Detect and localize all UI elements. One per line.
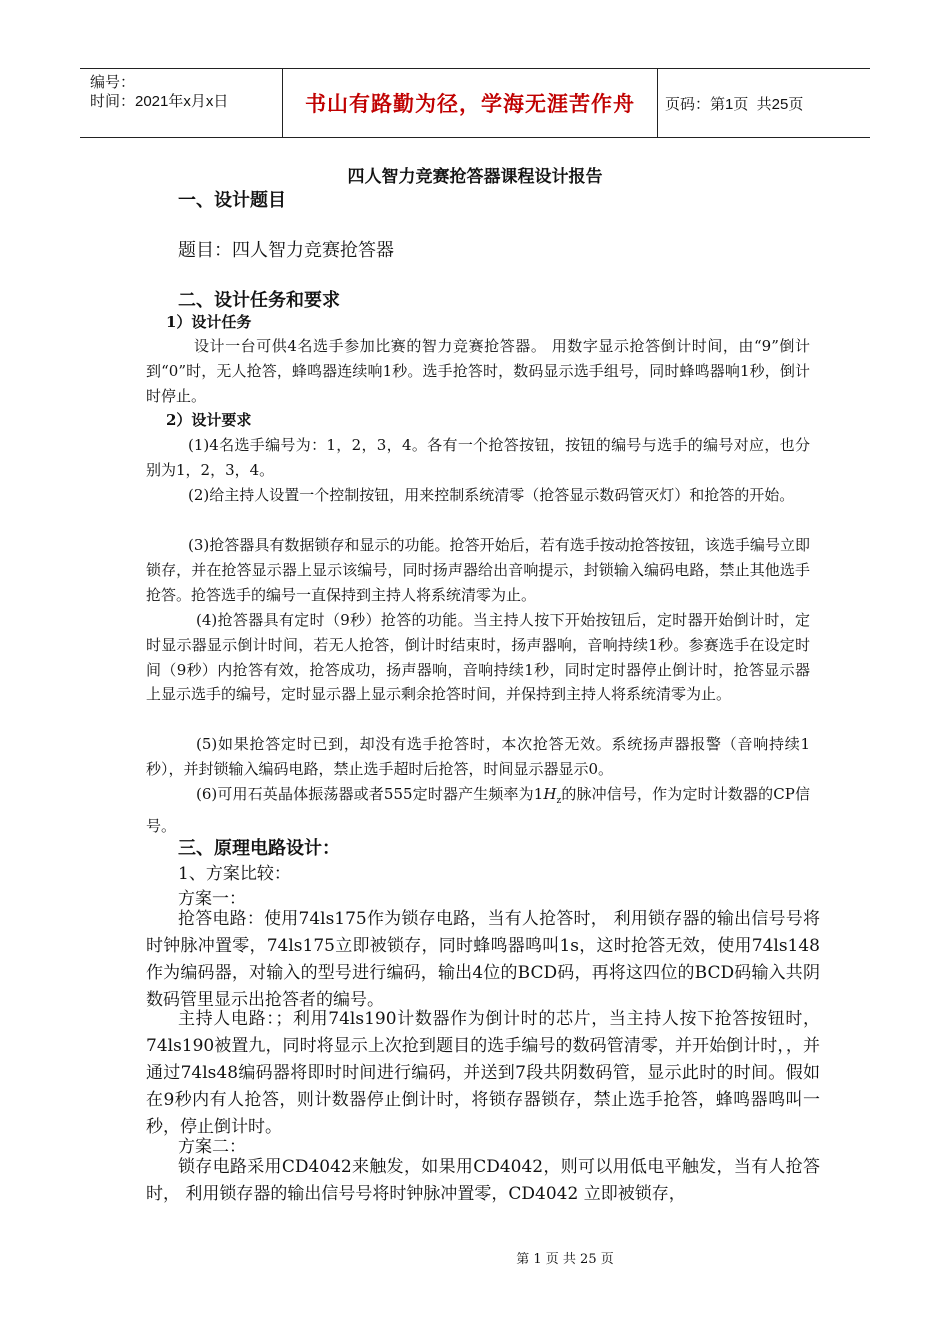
header-page-info: 页码：第1页 共25页 [665, 95, 804, 113]
requirement-6 [146, 782, 810, 839]
req6-text-b: 的脉冲信号，作为定时计数器的CP信号。 [146, 785, 810, 835]
scheme-one-host-circuit: 主持人电路：；利用74ls190计数器作为倒计时的芯片，当主持人按下抢答按钮时，74ls190被置九，同时将显示上次抢到题目的选手编号的数码管清零，并开始倒计时，，并通过74ls48编码器将即时时间进行编码，并送到7段共阴数码管，显示此时的时间。假如在9秒内有人抢答，则计数器停止倒计时，将锁存器锁存，禁止选手抢答，蜂鸣器鸣叫一秒，停止倒计时。 [146, 1009, 820, 1137]
doc-date-label: 时间：2021年x月x日 [90, 93, 229, 110]
section-heading-3: 三、原理电路设计： [178, 838, 340, 859]
requirement-3: (3)抢答器具有数据锁存和显示的功能。抢答开始后，若有选手按动抢答按钮，该选手编号立即锁存，并在抢答显示器上显示该编号，同时扬声器给出音响提示，封锁输入编码电路，禁止其他选手抢答。抢答选手的编号一直保持到主持人将系统清零为止。 [146, 536, 810, 604]
requirement-1: (1)4名选手编号为：1，2，3，4。各有一个抢答按钮，按钮的编号与选手的编号对应，也分别为1，2，3，4。 [146, 436, 810, 479]
hz-symbol-z: z [556, 796, 562, 806]
requirement-4: (4)抢答器具有定时（9秒）抢答的功能。当主持人按下开始按钮后，定时器开始倒计时，定时显示器显示倒计时间，若无人抢答，倒计时结束时，扬声器响，音响持续1秒。参赛选手在设定时间（9秒）内抢答有效，抢答成功，扬声器响，音响持续1秒，同时定时器停止倒计时，抢答显示器上显示选手的编号，定时显示器上显示剩余抢答时间，并保持到主持人将系统清零为止。 [146, 611, 810, 704]
subheading-requirements: 2）设计要求 [166, 411, 252, 429]
requirement-2: (2)给主持人设置一个控制按钮，用来控制系统清零（抢答显示数码管灭灯）和抢答的开始。 [188, 486, 795, 504]
document-title: 四人智力竞赛抢答器课程设计报告 [347, 167, 603, 187]
scheme-two-paragraph: 锁存电路采用CD4042来触发，如果用CD4042，则可以用低电平触发，当有人抢答时， 利用锁存器的输出信号号将时钟脉冲置零，CD4042 立即被锁存， [146, 1157, 820, 1204]
scheme-one-label: 方案一： [178, 889, 246, 909]
requirement-5: (5)如果抢答定时已到，却没有选手抢答时，本次抢答无效。系统扬声器报警（音响持续1秒），并封锁输入编码电路，禁止选手超时后抢答，时间显示器显示0。 [146, 735, 810, 778]
design-topic: 题目：四人智力竞赛抢答器 [178, 240, 394, 261]
header-motto: 书山有路勤为径，学海无涯苦作舟 [282, 69, 658, 137]
page-header [80, 68, 870, 138]
page-footer: 第 1 页 共 25 页 [516, 1252, 614, 1267]
subheading-task: 1）设计任务 [166, 313, 252, 331]
section-heading-2: 二、设计任务和要求 [178, 290, 340, 311]
hz-symbol-h: H [543, 785, 557, 803]
scheme-one-answer-circuit: 抢答电路：使用74ls175作为锁存电路，当有人抢答时， 利用锁存器的输出信号号将时钟脉冲置零，74ls175立即被锁存，同时蜂鸣器鸣叫1s，这时抢答无效，使用74ls148作为编码器，对输入的型号进行编码，输出4位的BCD码，再将这四位的BCD码输入共阴数码管里显示出抢答者的编号。 [146, 909, 820, 1010]
task-paragraph: 设计一台可供4名选手参加比赛的智力竞赛抢答器。 用数字显示抢答倒计时间，由“9”倒计到“0”时，无人抢答，蜂鸣器连续响1秒。选手抢答时，数码显示选手组号，同时蜂鸣器响1秒，倒计时停止。 [146, 337, 810, 405]
scheme-two-label: 方案二： [178, 1137, 246, 1157]
req6-text-a: (6)可用石英晶体振荡器或者555定时器产生频率为1 [196, 785, 544, 803]
header-left-cell [80, 69, 282, 137]
scheme-comparison-label: 1、方案比较： [178, 864, 291, 884]
doc-number-label: 编号： [90, 74, 136, 91]
section-heading-1: 一、设计题目 [178, 190, 286, 211]
